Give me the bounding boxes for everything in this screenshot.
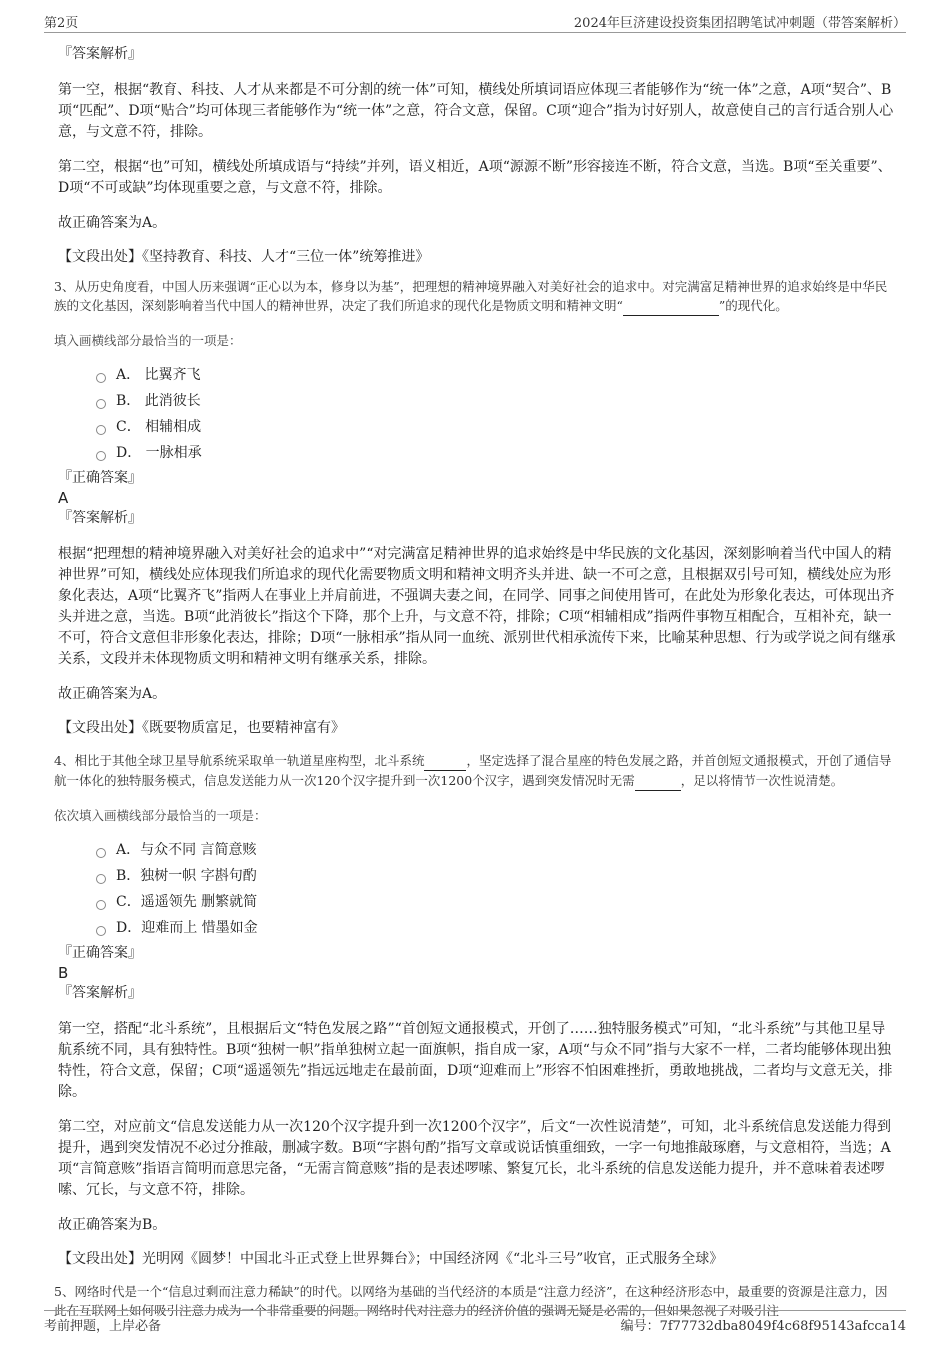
q4-source-title: 光明网《圆梦！中国北斗正式登上世界舞台》；中国经济网《“北斗三号”收官，正式服务全球》 bbox=[142, 1251, 724, 1267]
q4-stem-end: ，足以将情节一次性说清楚。 bbox=[680, 773, 844, 788]
analysis-label: 『答案解析』 bbox=[58, 510, 142, 526]
radio-icon[interactable] bbox=[96, 425, 106, 435]
q3-option-d[interactable] bbox=[96, 440, 896, 466]
q4-stem bbox=[54, 751, 896, 791]
option-label: C． 相辅相成 bbox=[116, 419, 202, 435]
q2-source-title: 《坚持教育、科技、人才“三位一体”统筹推进》 bbox=[142, 249, 430, 265]
option-label: B． 此消彼长 bbox=[116, 393, 201, 409]
radio-icon[interactable] bbox=[96, 926, 106, 936]
q4-conclusion: 故正确答案为B。 bbox=[58, 1217, 167, 1233]
q3-conclusion: 故正确答案为A。 bbox=[58, 686, 167, 702]
q3-stem-text: 3、从历史角度看，中国人历来强调“正心以为本，修身以为基”，把理想的精神境界融入对美好社会的追求中。对完满富足精神世界的追求始终是中华民族的文化基因，深刻影响着当代中国人的精神世界，决定了我们所追求的现代化是物质文明和精神文明“ bbox=[54, 279, 888, 313]
q3-stem-end: ”的现代化。 bbox=[718, 298, 788, 313]
q4-option-c[interactable] bbox=[96, 889, 896, 915]
q3-analysis: 根据“把理想的精神境界融入对美好社会的追求中”“对完满富足精神世界的追求始终是中华民族的文化基因，深刻影响着当代中国人的精神世界”可知，横线处应体现我们所追求的现代化需要物质文明和精神文明齐头并进、缺一不可之意，且根据双引号可知，横线处应为形象化表达，A项“比翼齐飞”指两人在事业上并肩前进，不强调夫妻之间，在同学、同事之间使用皆可，在此处为形象化表达，可体现出齐头并进之意，当选。B项“此消彼长”指这个下降，那个上升，与文意不符，排除；C项“相辅相成”指两件事物互相配合，互相补充，缺一不可，符合文意但非形象化表达，排除；D项“一脉相承”指从同一血统、派别世代相承流传下来，比喻某种思想、行为或学说之间有继承关系，文段并未体现物质文明和精神文明有继承关系，排除。 bbox=[58, 546, 896, 667]
q4-blank-2 bbox=[635, 771, 681, 791]
q3-option-a[interactable] bbox=[96, 362, 896, 388]
page-number: 第2页 bbox=[44, 16, 79, 31]
source-label: 【文段出处】 bbox=[58, 720, 142, 736]
q4-option-a[interactable] bbox=[96, 837, 896, 863]
radio-icon[interactable] bbox=[96, 373, 106, 383]
q2-analysis-first-blank: 第一空，根据“教育、科技、人才从来都是不可分割的统一体”可知，横线处所填词语应体现三者能够作为“统一体”之意，A项“契合”、B项“匹配”、D项“贴合”均可体现三者能够作为“统一体”之意，符合文意，保留。C项“迎合”指为讨好别人，故意使自己的言行适合别人心意，与文意不符，排除。 bbox=[58, 82, 894, 140]
q2-conclusion: 故正确答案为A。 bbox=[58, 215, 167, 231]
q3-source-title: 《既要物质富足，也要精神富有》 bbox=[142, 720, 345, 736]
q4-option-d[interactable] bbox=[96, 915, 896, 941]
document-content bbox=[56, 44, 896, 1320]
q4-stem-text: 4、相比于其他全球卫星导航系统采取单一轨道星座构型，北斗系统 bbox=[54, 753, 425, 768]
q4-source bbox=[56, 1249, 896, 1269]
analysis-label: 『答案解析』 bbox=[58, 46, 142, 62]
radio-icon[interactable] bbox=[96, 848, 106, 858]
q4-instruction: 依次填入画横线部分最恰当的一项是： bbox=[54, 808, 267, 823]
q4-blank-1 bbox=[424, 751, 466, 771]
page-header bbox=[44, 10, 906, 33]
q4-stem-middle: ，坚定选择了混合星座的特色发展之路，并首创短文通报模式，开创了通信导航一体化的独特服务模式，信息发送能力从一次120个汉字提升到一次1200个汉字，遇到突发情况时无需 bbox=[54, 753, 892, 788]
document-title: 2024年巨济建设投资集团招聘笔试冲刺题（带答案解析） bbox=[573, 16, 906, 31]
q3-source bbox=[56, 718, 896, 738]
radio-icon[interactable] bbox=[96, 399, 106, 409]
q5-stem: 5、网络时代是一个“信息过剩而注意力稀缺”的时代。以网络为基础的当代经济的本质是“注意力经济”，在这种经济形态中，最重要的资源是注意力，因此在互联网上如何吸引注意力成为一个非常重要的问题。网络时代对注意力的经济价值的强调无疑是必需的，但如果忽视了对吸引注 bbox=[54, 1284, 888, 1318]
q3-option-c[interactable] bbox=[96, 414, 896, 440]
page-footer bbox=[44, 1310, 906, 1335]
q2-analysis-second-blank: 第二空，根据“也”可知，横线处所填成语与“持续”并列，语义相近，A项“源源不断”形容接连不断，符合文意，当选。B项“至关重要”、D项“不可或缺”均体现重要之意，与文意不符，排除。 bbox=[58, 159, 892, 196]
option-label: D．迎难而上 惜墨如金 bbox=[116, 920, 258, 936]
option-label: A． 比翼齐飞 bbox=[116, 367, 201, 383]
correct-answer-label: 『正确答案』 bbox=[58, 945, 142, 961]
q3-option-b[interactable] bbox=[96, 388, 896, 414]
option-label: D． 一脉相承 bbox=[116, 445, 202, 461]
q3-options bbox=[96, 362, 896, 466]
q4-analysis-second-blank: 第二空，对应前文“信息发送能力从一次120个汉字提升到一次1200个汉字”，后文“一次性说清楚”，可知，北斗系统信息发送能力得到提升，遇到突发情况不必过分推敲，删减字数。B项“字斟句酌”指写文章或说话慎重细致，一字一句地推敲琢磨，与文意相符，当选；A项“言简意赅”指语言简明而意思完备，“无需言简意赅”指的是表述啰嗦、繁复冗长，北斗系统的信息发送能力提升，并不意味着表述啰嗦、冗长，与文意不符，排除。 bbox=[58, 1119, 891, 1198]
q4-answer: B bbox=[58, 964, 69, 982]
document-id: 编号：7f77732dba8049f4c68f95143afcca14 bbox=[620, 1319, 906, 1334]
q4-option-b[interactable] bbox=[96, 863, 896, 889]
option-label: C．遥遥领先 删繁就简 bbox=[116, 894, 258, 910]
q2-source bbox=[56, 247, 896, 267]
source-label: 【文段出处】 bbox=[58, 249, 142, 265]
radio-icon[interactable] bbox=[96, 900, 106, 910]
analysis-label: 『答案解析』 bbox=[58, 985, 142, 1001]
q4-analysis-first-blank: 第一空，搭配“北斗系统”，且根据后文“特色发展之路”“首创短文通报模式，开创了……独特服务模式”可知，“北斗系统”与其他卫星导航系统不同，具有独特性。B项“独树一帜”指单独树立起一面旗帜，指自成一家，A项“与众不同”指与大家不一样，二者均能够体现出独特性，符合文意，保留；C项“遥遥领先”指远远地走在最前面，D项“迎难而上”形容不怕困难挫折，勇敢地挑战，二者均与文意无关，排除。 bbox=[58, 1021, 893, 1100]
option-label: B．独树一帜 字斟句酌 bbox=[116, 868, 257, 884]
option-label: A．与众不同 言简意赅 bbox=[116, 842, 257, 858]
radio-icon[interactable] bbox=[96, 874, 106, 884]
footer-slogan: 考前押题，上岸必备 bbox=[44, 1319, 162, 1334]
q3-blank bbox=[623, 296, 719, 316]
q3-stem bbox=[54, 277, 896, 316]
q3-answer: A bbox=[58, 489, 69, 507]
q3-instruction: 填入画横线部分最恰当的一项是： bbox=[54, 333, 242, 348]
source-label: 【文段出处】 bbox=[58, 1251, 142, 1267]
radio-icon[interactable] bbox=[96, 451, 106, 461]
q4-options bbox=[96, 837, 896, 941]
correct-answer-label: 『正确答案』 bbox=[58, 470, 142, 486]
